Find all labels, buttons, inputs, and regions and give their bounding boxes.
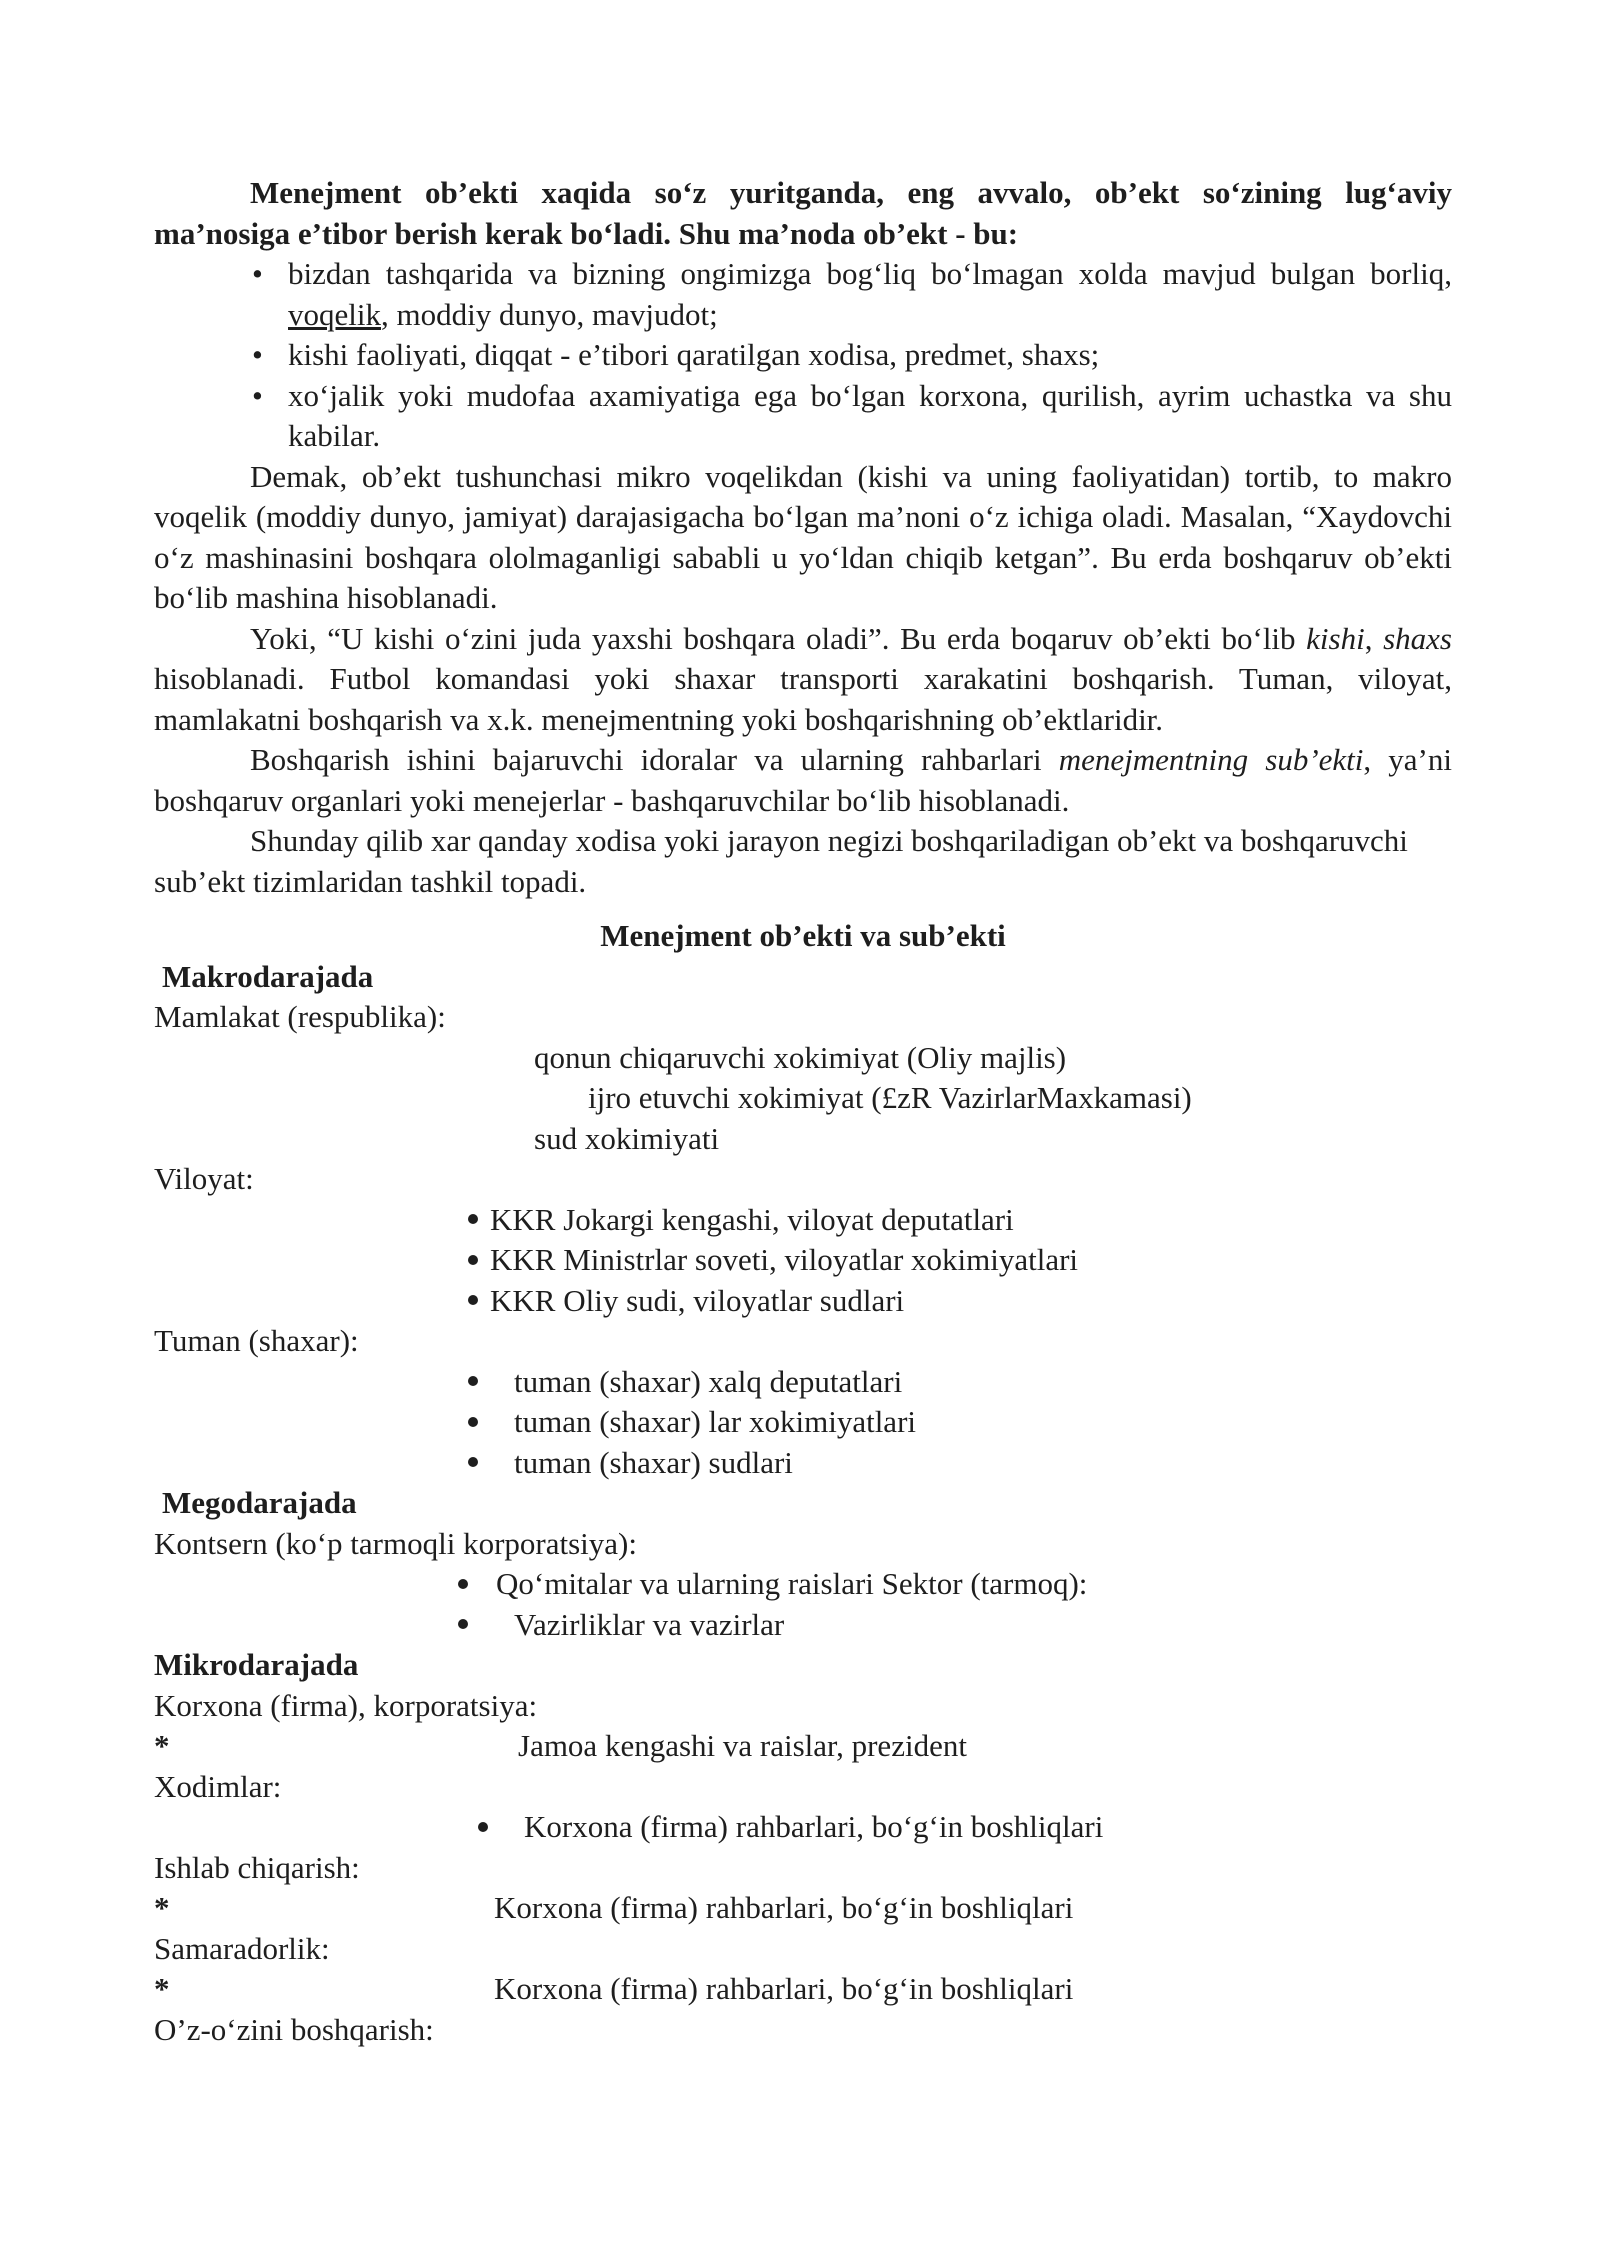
self-management-label: O’z-o‘zini boshqarish: — [154, 2011, 434, 2047]
bullet-icon — [458, 1605, 468, 1646]
bullet-icon — [468, 1281, 478, 1322]
list-item: • kishi faoliyati, diqqat - e’tibori qaratilgan xodisa, predmet, shaxs; — [154, 335, 1452, 376]
concern-label: Kontsern (ko‘p tarmoqli korporatsiya): — [154, 1525, 637, 1561]
district-label: Tuman (shaxar): — [154, 1323, 359, 1358]
staff-label: Xodimlar: — [154, 1768, 282, 1804]
list-item: • xo‘jalik yoki mudofaa axamiyatiga ega bo‘lgan korxona, qurilish, ayrim uchastka va shu kabilar. — [252, 377, 1452, 453]
document-page — [154, 173, 1452, 2050]
bullet-icon — [468, 1362, 478, 1403]
paragraph-shunday: Shunday qilib xar qanday xodisa yoki jarayon negizi boshqariladigan ob’ekt va boshqaruvchi sub’ekt tizimlaridan tashkil topadi. — [154, 823, 1408, 899]
country-item: qonun chiqaruvchi xokimiyat (Oliy majlis) — [534, 1039, 1067, 1075]
district-item: tuman (shaxar) xalq deputatlari — [514, 1363, 903, 1399]
district-item: tuman (shaxar) lar xokimiyatlari — [514, 1404, 917, 1439]
makro-heading: Makrodarajada — [162, 958, 374, 994]
paragraph-yoki: Yoki, “U kishi o‘zini juda yaxshi boshqara oladi”. Bu erda boqaruv ob’ekti bo‘lib kishi, shaxs hisoblanadi. Futbol komandasi yoki shaxar transporti xarakatini boshqarish. Tuman, viloyat, mamlakatni boshqarish va x.k. menejmentning yoki boshqarishning ob’ektlaridir. — [154, 620, 1452, 737]
mikro-heading: Mikrodarajada — [154, 1647, 359, 1682]
district-item: tuman (shaxar) sudlari — [514, 1444, 793, 1480]
paragraph-demak: Demak, ob’ekt tushunchasi mikro voqelikdan (kishi va uning faoliyatidan) tortib, to makro voqelik (moddiy dunyo, jamiyat) darajasigacha bo‘lgan ma’noni o‘z ichiga oladi. Masalan, “Xaydovchi o‘z mashinasini boshqara ololmaganligi sababli u yo‘ldan chiqib ketgan”. Bu erda boshqaruv ob’ekti bo‘lib mashina hisoblanadi. — [154, 458, 1452, 615]
country-item: ijro etuvchi xokimiyat (£zR VazirlarMaxkamasi) — [588, 1080, 1192, 1115]
bullet-icon — [468, 1443, 478, 1484]
bullet-icon — [468, 1200, 478, 1241]
production-label: Ishlab chiqarish: — [154, 1849, 360, 1885]
region-item: KKR Ministrlar soveti, viloyatlar xokimiyatlari — [490, 1242, 1079, 1277]
bullet-icon: • — [252, 377, 263, 413]
country-item: sud xokimiyati — [534, 1120, 720, 1156]
region-item: KKR Oliy sudi, viloyatlar sudlari — [490, 1282, 905, 1318]
definition-list — [154, 254, 1452, 457]
staff-item: Korxona (firma) rahbarlari, bo‘g‘in boshliqlari — [524, 1809, 1104, 1844]
country-label: Mamlakat (respublika): — [154, 999, 446, 1034]
region-label: Viloyat: — [154, 1161, 254, 1196]
bullet-icon — [468, 1402, 478, 1443]
region-item: KKR Jokargi kengashi, viloyat deputatlari — [490, 1201, 1014, 1237]
production-item: Korxona (firma) rahbarlari, bo‘g‘in boshliqlari — [494, 1890, 1074, 1925]
concern-item: Qo‘mitalar va ularning raislari Sektor (tarmoq): — [496, 1566, 1088, 1601]
underlined-word: voqelik — [288, 296, 381, 332]
intro-paragraph: Menejment ob’ekti xaqida so‘z yuritganda, eng avvalo, ob’ekt so‘zining lug‘aviy ma’nosiga e’tibor berish kerak bo‘ladi. Shu ma’noda ob’ekt - bu: — [154, 175, 1452, 251]
efficiency-label: Samaradorlik: — [154, 1930, 330, 1966]
mego-heading: Megodarajada — [162, 1485, 357, 1520]
bullet-icon: • — [252, 337, 263, 372]
bullet-icon: • — [252, 256, 263, 291]
concern-item: Vazirliklar va vazirlar — [514, 1606, 785, 1642]
star-marker: * — [154, 1971, 170, 2006]
paragraph-boshqarish: Boshqarish ishini bajaruvchi idoralar va ularning rahbarlari menejmentning sub’ekti, ya’ni boshqaruv organlari yoki menejerlar - bashqaruvchilar bo‘lib hisoblanadi. — [154, 742, 1452, 818]
bullet-icon — [478, 1807, 488, 1848]
firm-item: Jamoa kengashi va raislar, prezident — [518, 1728, 967, 1763]
star-marker: * — [154, 1728, 170, 1763]
bullet-icon — [468, 1240, 478, 1281]
section-title: Menejment ob’ekti va sub’ekti — [600, 918, 1006, 953]
bullet-icon — [458, 1564, 468, 1605]
star-marker: * — [154, 1890, 170, 1925]
efficiency-item: Korxona (firma) rahbarlari, bo‘g‘in boshliqlari — [494, 1971, 1074, 2006]
list-item: • bizdan tashqarida va bizning ongimizga bog‘liq bo‘lmagan xolda mavjud bulgan borliq, voqelik, moddiy dunyo, mavjudot; — [252, 256, 1452, 332]
firm-label: Korxona (firma), korporatsiya: — [154, 1687, 538, 1723]
